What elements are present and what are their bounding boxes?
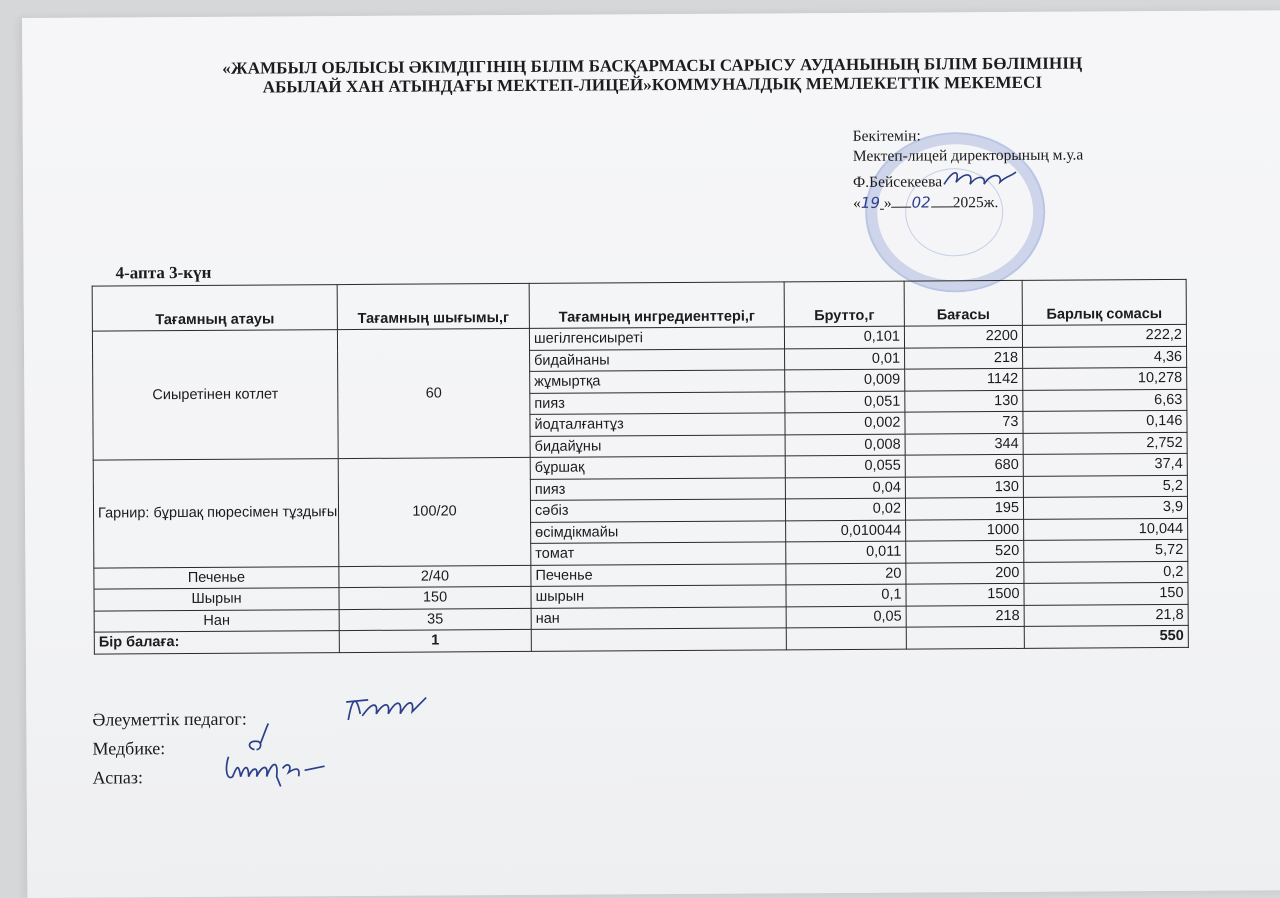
header-dish-name: Тағамның атауы <box>92 285 337 331</box>
brutto-cell: 0,008 <box>785 434 905 456</box>
total-cell: 6,63 <box>1023 389 1187 412</box>
dish-name: Шырын <box>94 588 339 611</box>
total-cell: 222,2 <box>1022 324 1186 347</box>
cook-signature <box>220 746 330 791</box>
ingredient-cell: пияз <box>530 477 785 500</box>
brutto-cell: 0,05 <box>786 606 906 628</box>
total-cell: 37,4 <box>1023 453 1187 476</box>
approval-name-line <box>853 166 1084 193</box>
approval-day: 19 <box>860 193 881 212</box>
dish-yield: 35 <box>339 608 531 631</box>
brutto-cell: 0,055 <box>785 455 905 477</box>
approval-month: 02 <box>911 193 931 212</box>
price-cell: 130 <box>905 476 1023 498</box>
brutto-cell: 0,1 <box>786 584 906 606</box>
ingredient-cell: томат <box>531 542 786 565</box>
cook-label: Аспаз: <box>92 767 143 788</box>
ingredient-cell: бидайұны <box>530 434 785 457</box>
week-day-label: 4-апта 3-күн <box>115 262 212 283</box>
price-cell: 195 <box>905 497 1023 519</box>
price-cell: 520 <box>906 540 1024 562</box>
total-cell: 3,9 <box>1023 496 1187 519</box>
header-ingredients: Тағамның ингредиенттері,г <box>529 282 784 329</box>
ingredient-cell: өсімдікмайы <box>531 520 786 543</box>
table-header-row <box>92 279 1186 331</box>
total-cell: 21,8 <box>1024 604 1188 627</box>
total-cell: 150 <box>1024 582 1188 605</box>
social-pedagogue-label: Әлеуметтік педагог: <box>92 708 247 730</box>
signatures-block <box>92 705 247 793</box>
header-line-1: «ЖАМБЫЛ ОБЛЫСЫ ӘКІМДІГІНІҢ БІЛІМ БАСҚАРМАСЫ САРЫСУ АУДАНЫНЫҢ БІЛІМ БӨЛІМІНІҢ <box>222 53 1083 78</box>
empty-cell <box>531 628 786 651</box>
empty-cell <box>906 626 1024 648</box>
ingredient-cell: нан <box>531 606 786 629</box>
dish-name: Печенье <box>94 566 339 589</box>
dish-yield: 2/40 <box>339 565 531 588</box>
approval-year: 2025ж. <box>952 194 999 212</box>
price-cell: 130 <box>905 390 1023 412</box>
empty-cell <box>786 627 906 649</box>
price-cell: 2200 <box>904 325 1022 347</box>
dish-yield: 150 <box>339 586 531 609</box>
total-count: 1 <box>339 629 531 652</box>
brutto-cell: 0,010044 <box>786 520 906 542</box>
approval-name: Ф.Бейсекеева <box>852 173 943 191</box>
total-cell: 0,146 <box>1023 410 1187 433</box>
dish-yield: 100/20 <box>338 457 531 566</box>
total-cell: 2,752 <box>1023 432 1187 455</box>
price-cell: 1500 <box>906 583 1024 605</box>
ingredient-cell: бидайнаны <box>530 348 785 371</box>
total-cell: 5,72 <box>1024 539 1188 562</box>
price-cell: 218 <box>906 605 1024 627</box>
ingredient-cell: йодталғантұз <box>530 413 785 436</box>
brutto-cell: 0,051 <box>785 391 905 413</box>
dish-name: Сиыретінен котлет <box>92 330 338 460</box>
social-pedagogue-line <box>92 705 247 735</box>
total-cell: 4,36 <box>1023 346 1187 369</box>
ingredient-cell: шегілгенсиыреті <box>529 327 784 350</box>
document-page <box>22 10 1280 898</box>
cook-line <box>93 763 248 793</box>
brutto-cell: 0,02 <box>785 498 905 520</box>
date-open-quote: « <box>853 194 861 212</box>
price-cell: 344 <box>905 433 1023 455</box>
price-cell: 1142 <box>905 368 1023 390</box>
approval-position: Мектеп-лицей директорының м.у.а <box>852 146 1084 165</box>
price-cell: 200 <box>906 562 1024 584</box>
header-price: Бағасы <box>904 280 1022 326</box>
header-brutto: Брутто,г <box>784 281 904 327</box>
brutto-cell: 0,009 <box>785 369 905 391</box>
ingredient-cell: пияз <box>530 391 785 414</box>
price-cell: 680 <box>905 454 1023 476</box>
total-label: Бір балаға: <box>94 631 339 654</box>
brutto-cell: 20 <box>786 563 906 585</box>
total-cell: 10,278 <box>1023 367 1187 390</box>
total-cell: 0,2 <box>1024 561 1188 584</box>
ingredient-cell: Печенье <box>531 563 786 586</box>
brutto-cell: 0,101 <box>784 326 904 348</box>
header-total: Барлық сомасы <box>1022 279 1186 325</box>
dish-name: Гарнир: бұршақ пюресімен тұздығы <box>93 459 339 568</box>
approval-block <box>853 126 1084 214</box>
approval-title: Бекітемін: <box>852 127 921 145</box>
nurse-label: Медбике: <box>92 738 166 759</box>
ingredient-cell: шырын <box>531 585 786 608</box>
brutto-cell: 0,011 <box>786 541 906 563</box>
director-signature <box>940 166 1020 192</box>
menu-table <box>92 279 1189 654</box>
total-cell: 5,2 <box>1023 475 1187 498</box>
dish-yield: 60 <box>337 328 530 458</box>
total-cell: 10,044 <box>1024 518 1188 541</box>
document-header <box>172 53 1132 97</box>
approval-date-line <box>853 192 1084 214</box>
ingredient-cell: бұршақ <box>530 456 785 479</box>
price-cell: 218 <box>905 347 1023 369</box>
social-pedagogue-signature <box>342 690 432 727</box>
ingredient-cell: сәбіз <box>530 499 785 522</box>
ingredient-cell: жұмыртқа <box>530 370 785 393</box>
header-line-2: АБЫЛАЙ ХАН АТЫНДАҒЫ МЕКТЕП-ЛИЦЕЙ»КОММУНАЛДЫҚ МЕМЛЕКЕТТІК МЕКЕМЕСІ <box>262 72 1043 97</box>
brutto-cell: 0,04 <box>785 477 905 499</box>
price-cell: 1000 <box>906 519 1024 541</box>
header-yield: Тағамның шығымы,г <box>337 283 529 329</box>
dish-name: Нан <box>94 609 339 632</box>
price-cell: 73 <box>905 411 1023 433</box>
date-close-quote: » <box>883 194 892 212</box>
brutto-cell: 0,002 <box>785 412 905 434</box>
grand-total: 550 <box>1024 625 1188 648</box>
brutto-cell: 0,01 <box>785 348 905 370</box>
